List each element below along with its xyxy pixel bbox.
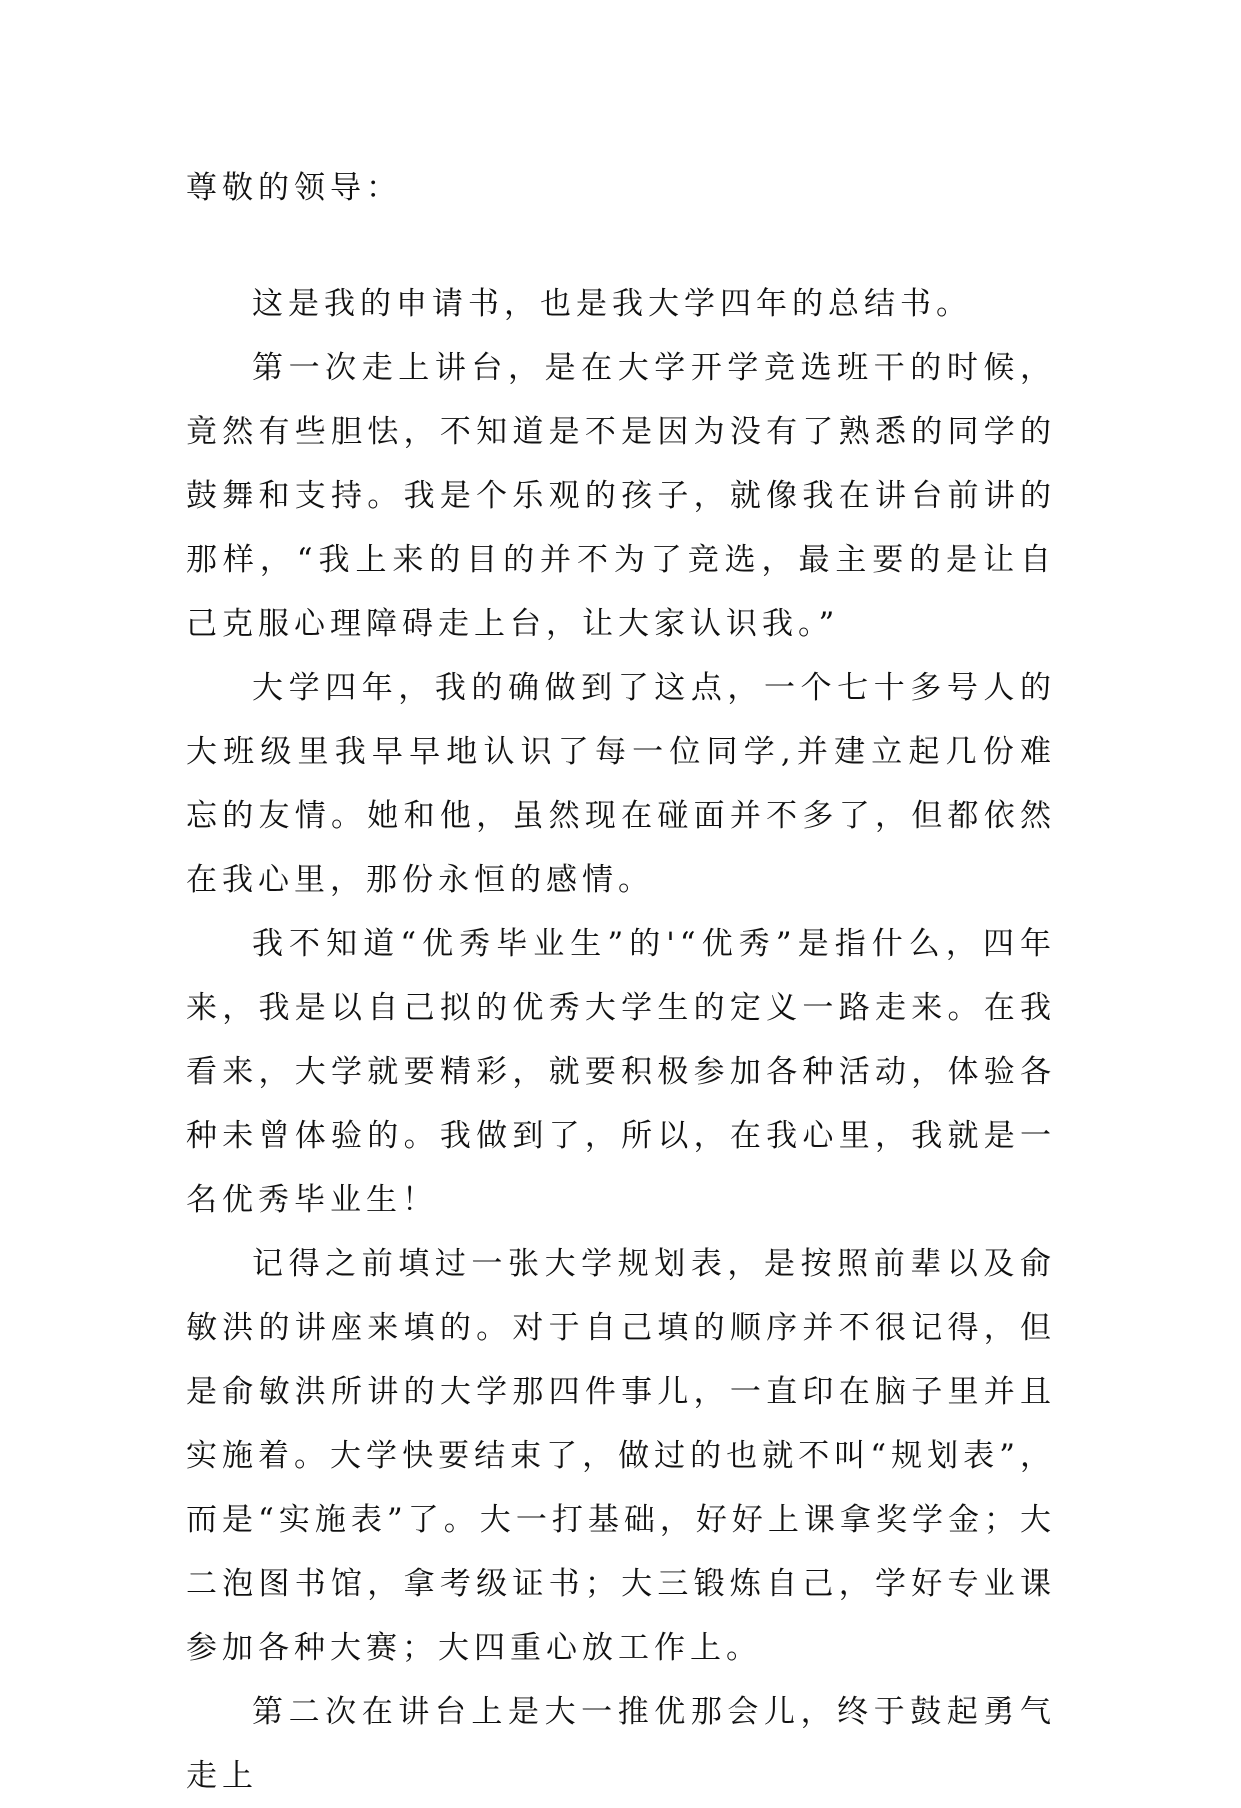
paragraph: 第一次走上讲台，是在大学开学竞选班干的时候，竟然有些胆怯，不知道是不是因为没有了熟悉的同学的鼓舞和支持。我是个乐观的孩子，就像我在讲台前讲的那样，“我上来的目的并不为了竞选，最主要的是让自己克服心理障碍走上台，让大家认识我。”: [186, 350, 1056, 642]
document-body: [186, 156, 1056, 1808]
paragraph: 第二次在讲台上是大一推优那会儿，终于鼓起勇气走上: [186, 1694, 1056, 1794]
paragraph: 记得之前填过一张大学规划表，是按照前辈以及俞敏洪的讲座来填的。对于自己填的顺序并不很记得，但是俞敏洪所讲的大学那四件事儿，一直印在脑子里并且实施着。大学快要结束了，做过的也就不叫“规划表”，而是“实施表”了。大一打基础，好好上课拿奖学金；大二泡图书馆，拿考级证书；大三锻炼自己，学好专业课参加各种大赛；大四重心放工作上。: [186, 1246, 1056, 1666]
paragraph: 这是我的申请书，也是我大学四年的总结书。: [252, 286, 972, 322]
spacer: [186, 220, 1056, 272]
paragraph: 大学四年，我的确做到了这点，一个七十多号人的大班级里我早早地认识了每一位同学,并建立起几份难忘的友情。她和他，虽然现在碰面并不多了，但都依然在我心里，那份永恒的感情。: [186, 670, 1056, 898]
salutation: 尊敬的领导：: [186, 170, 402, 206]
paragraph: 我不知道“优秀毕业生”的'“优秀”是指什么，四年来，我是以自己拟的优秀大学生的定义一路走来。在我看来，大学就要精彩，就要积极参加各种活动，体验各种未曾体验的。我做到了，所以，在我心里，我就是一名优秀毕业生！: [186, 926, 1056, 1218]
